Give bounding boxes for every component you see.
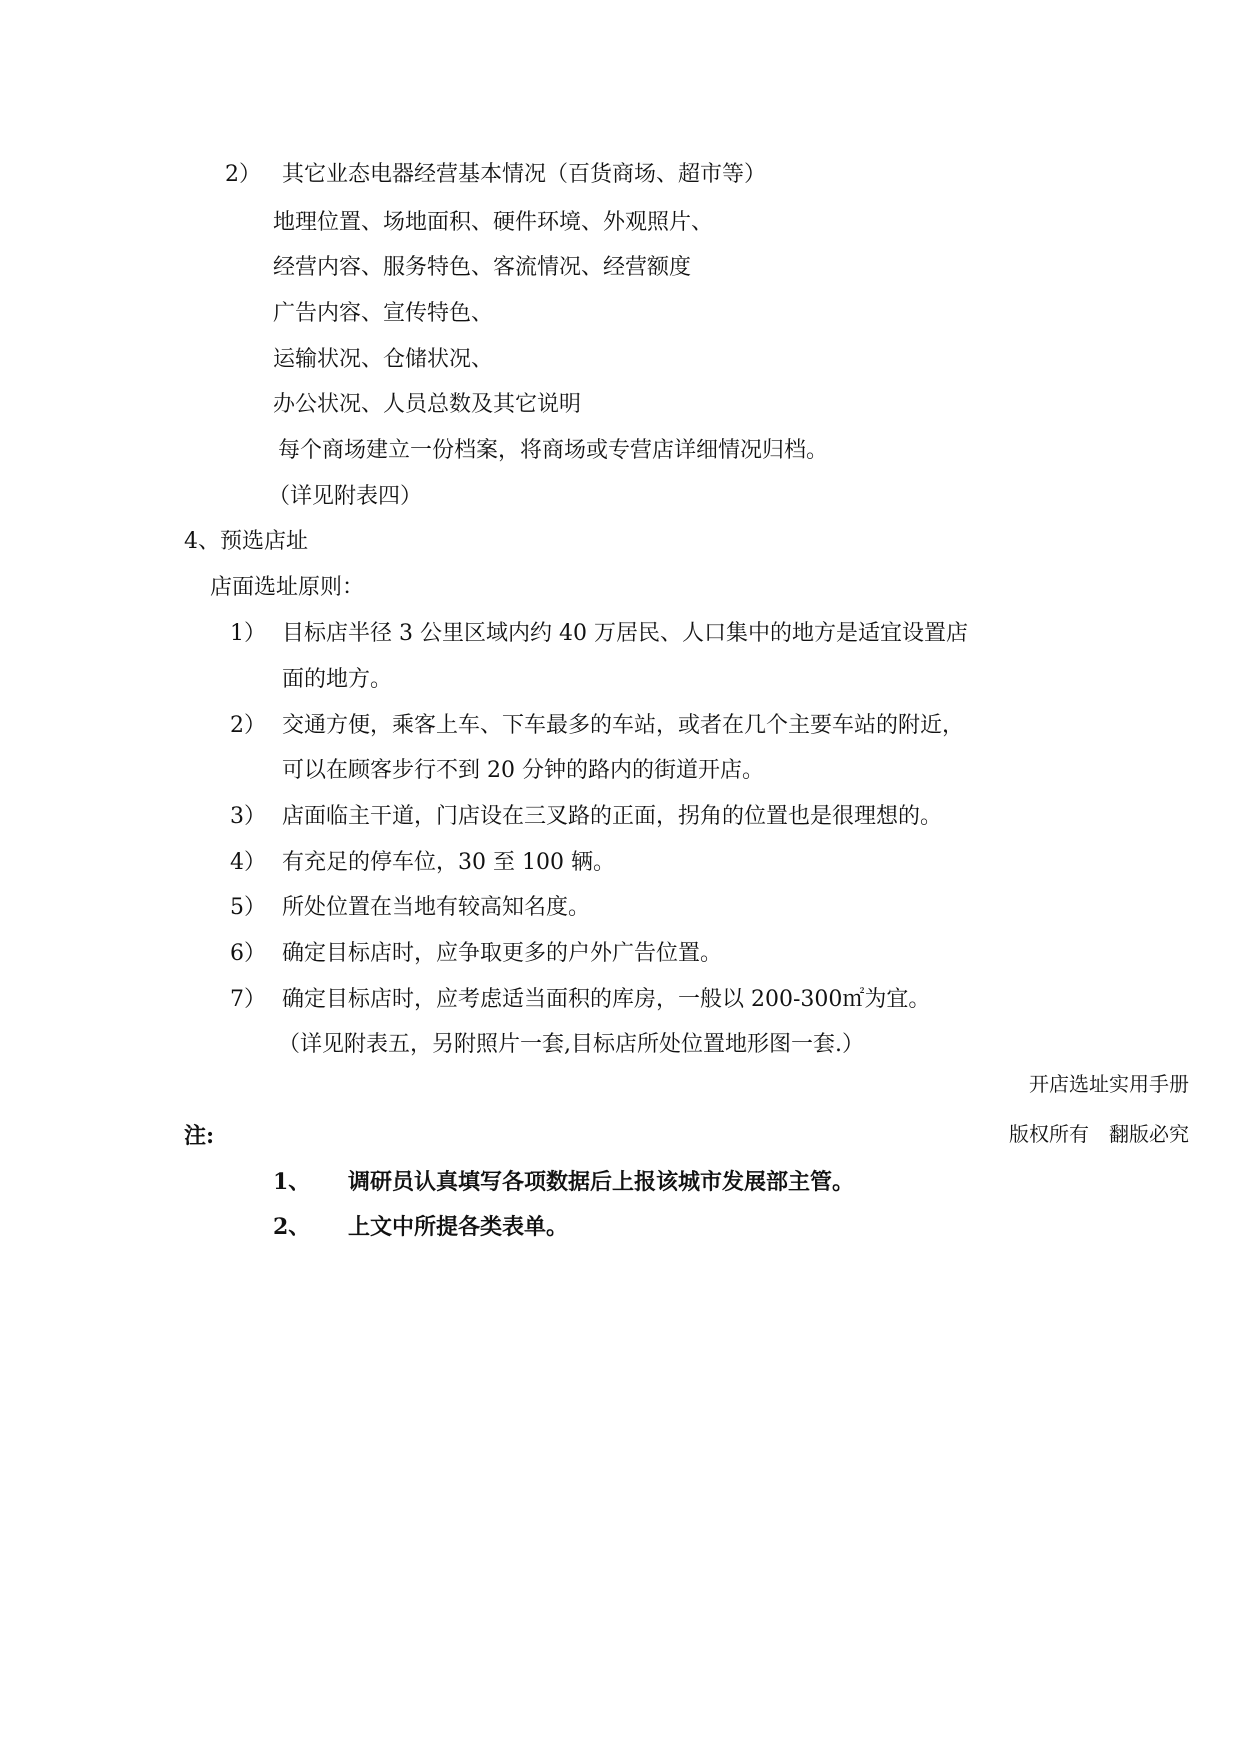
principle-text: 确定目标店时，应争取更多的户外广告位置。 [282, 941, 723, 966]
principle-title: 店面选址原则： [210, 575, 365, 600]
section-2-item: 广告内容、宣传特色、 [273, 301, 494, 326]
section-2-item: 运输状况、仓储状况、 [273, 347, 494, 372]
section-2-appendix-ref: （详见附表四） [268, 484, 423, 509]
section-2-item: 办公状况、人员总数及其它说明 [273, 392, 582, 417]
principle-number: 3） [230, 804, 266, 829]
principle-number: 5） [230, 895, 266, 920]
section-4-appendix-ref: （详见附表五，另附照片一套,目标店所处位置地形图一套.） [278, 1032, 864, 1057]
principle-number: 2） [230, 713, 266, 738]
copyright-notice: 版权所有 翻版必究 [1009, 1122, 1189, 1146]
note-text: 上文中所提各类表单。 [348, 1214, 569, 1240]
principle-text-cont: 可以在顾客步行不到 20 分钟的路内的街道开店。 [282, 758, 764, 783]
section-2-item: 地理位置、场地面积、硬件环境、外观照片、 [273, 210, 714, 235]
principle-text: 目标店半径 3 公里区域内约 40 万居民、人口集中的地方是适宜设置店 [282, 621, 968, 646]
manual-title: 开店选址实用手册 [1029, 1072, 1189, 1096]
notes-label: 注: [184, 1123, 215, 1149]
section-4-heading: 4、预选店址 [184, 529, 308, 554]
principle-text-cont: 面的地方。 [282, 667, 393, 692]
note-number: 1、 [273, 1169, 311, 1195]
section-2-number: 2） [225, 162, 261, 187]
section-2-archive-note: 每个商场建立一份档案，将商场或专营店详细情况归档。 [278, 438, 829, 463]
note-text: 调研员认真填写各项数据后上报该城市发展部主管。 [348, 1169, 855, 1195]
section-2-title: 其它业态电器经营基本情况（百货商场、超市等） [282, 162, 767, 187]
principle-number: 6） [230, 941, 266, 966]
note-number: 2、 [273, 1214, 311, 1240]
principle-number: 7） [230, 987, 266, 1012]
principle-text: 所处位置在当地有较高知名度。 [282, 895, 591, 920]
section-2-item: 经营内容、服务特色、客流情况、经营额度 [273, 255, 692, 280]
principle-text: 有充足的停车位，30 至 100 辆。 [282, 850, 615, 875]
principle-text: 确定目标店时，应考虑适当面积的库房，一般以 200-300㎡为宜。 [282, 987, 931, 1012]
principle-text: 店面临主干道，门店设在三叉路的正面，拐角的位置也是很理想的。 [282, 804, 943, 829]
principle-number: 4） [230, 850, 266, 875]
principle-text: 交通方便，乘客上车、下车最多的车站，或者在几个主要车站的附近， [282, 713, 965, 738]
principle-number: 1） [230, 621, 266, 646]
